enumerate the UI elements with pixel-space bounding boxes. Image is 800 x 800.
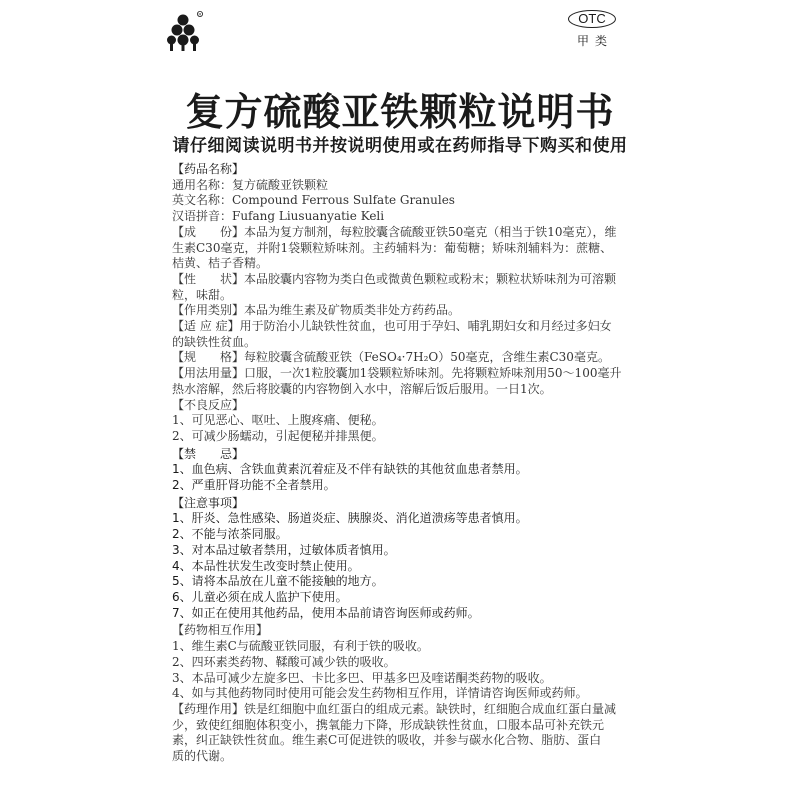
- list-item: 1、可见恶心、呕吐、上腹疼痛、便秘。: [172, 413, 384, 428]
- section-line: 本品为维生素及矿物质类非处方药药品。: [244, 303, 461, 318]
- section-appearance: [172, 272, 624, 303]
- brand-mark-icon: [167, 10, 211, 52]
- section-line: 本品为复方制剂，每粒胶囊含硫酸亚铁50毫克（相当于铁10毫克），维: [244, 224, 617, 239]
- section-line: 少，致使红细胞体积变小，携氧能力下降，形成缺铁性贫血，口服本品可补充铁元: [172, 717, 605, 732]
- section-heading: 【性 状】: [172, 271, 245, 286]
- section-indications: [172, 319, 624, 350]
- list-item: 2、可减少肠蠕动，引起便秘并排黑便。: [172, 428, 384, 443]
- list-item: 1、维生素C与硫酸亚铁同服，有利于铁的吸收。: [172, 639, 429, 654]
- section-line: 的缺铁性贫血。: [172, 334, 257, 349]
- section-line: 粒，味甜。: [172, 287, 233, 302]
- list-item: 4、本品性状发生改变时禁止使用。: [172, 558, 360, 573]
- section-line: 口服，一次1粒胶囊加1袋颗粒矫味剂。先将颗粒矫味剂用50～100毫升: [244, 366, 622, 381]
- section-specification: [172, 350, 624, 366]
- otc-class-label: 甲类: [576, 34, 613, 48]
- list-item: 2、不能与浓茶同服。: [172, 527, 288, 542]
- list-item: 3、对本品过敏者禁用，过敏体质者慎用。: [172, 542, 396, 557]
- section-drug-name: [172, 162, 624, 225]
- svg-text:R: R: [198, 11, 202, 17]
- list-item: 5、请将本品放在儿童不能接触的地方。: [172, 574, 384, 589]
- section-usage: [172, 366, 624, 397]
- section-line: 桔黄、桔子香精。: [172, 256, 269, 271]
- section-interactions: [172, 623, 624, 702]
- list-item: 2、四环素类药物、鞣酸可减少铁的吸收。: [172, 654, 396, 669]
- list-item: 6、儿童必须在成人监护下使用。: [172, 589, 348, 604]
- list-item: 1、肝炎、急性感染、肠道炎症、胰腺炎、消化道溃疡等患者慎用。: [172, 511, 528, 526]
- otc-mark: [564, 10, 620, 49]
- section-heading: 【药物相互作用】: [172, 623, 269, 638]
- section-contraindications: [172, 447, 624, 494]
- section-line: 生素C30毫克，并附1袋颗粒矫味剂。主药辅料为：葡萄糖；矫味剂辅料为：蔗糖、: [172, 240, 613, 255]
- section-heading: 【规 格】: [172, 350, 245, 365]
- generic-name: 通用名称：复方硫酸亚铁颗粒: [172, 177, 329, 192]
- reading-instruction: 请仔细阅读说明书并按说明使用或在药师指导下购买和使用: [172, 136, 628, 156]
- document-title: 复方硫酸亚铁颗粒说明书: [185, 89, 615, 134]
- section-line: 质的代谢。: [172, 749, 233, 764]
- leaflet-body: [172, 162, 624, 765]
- section-line: 热水溶解，然后将胶囊的内容物倒入水中，溶解后饭后服用。一日1次。: [172, 381, 552, 396]
- list-item: 1、血色病、含铁血黄素沉着症及不伴有缺铁的其他贫血患者禁用。: [172, 462, 528, 477]
- pinyin-name: 汉语拼音：Fufang Liusuanyatie Keli: [172, 209, 385, 224]
- section-line: 用于防治小儿缺铁性贫血，也可用于孕妇、哺乳期妇女和月经过多妇女: [239, 319, 612, 334]
- section-precautions: [172, 496, 624, 622]
- company-logo: [167, 10, 211, 52]
- section-heading: 【不良反应】: [172, 397, 245, 412]
- section-heading: 【用法用量】: [172, 366, 245, 381]
- section-heading: 【药理作用】: [172, 701, 245, 716]
- list-item: 3、本品可减少左旋多巴、卡比多巴、甲基多巴及喹诺酮类药物的吸收。: [172, 670, 552, 685]
- section-pharmacology: [172, 702, 624, 765]
- section-category: [172, 303, 624, 319]
- english-name: 英文名称：Compound Ferrous Sulfate Granules: [172, 193, 455, 208]
- section-line: 每粒胶囊含硫酸亚铁（FeSO₄·7H₂O）50毫克，含维生素C30毫克。: [244, 350, 610, 365]
- section-heading: 【适 应 症】: [172, 319, 240, 334]
- section-line: 本品胶囊内容物为类白色或微黄色颗粒或粉末；颗粒状矫味剂为可溶颗: [244, 271, 617, 286]
- list-item: 7、如正在使用其他药品，使用本品前请咨询医师或药师。: [172, 605, 480, 620]
- list-item: 2、严重肝肾功能不全者禁用。: [172, 478, 336, 493]
- section-adverse-reactions: [172, 398, 624, 445]
- section-heading: 【成 份】: [172, 224, 245, 239]
- section-heading: 【作用类别】: [172, 303, 245, 318]
- section-line: 铁是红细胞中血红蛋白的组成元素。缺铁时，红细胞合成血红蛋白量减: [244, 701, 617, 716]
- otc-badge: OTC: [568, 10, 615, 28]
- section-composition: [172, 225, 624, 272]
- section-line: 素，纠正缺铁性贫血。维生素C可促进铁的吸收，并参与碳水化合物、脂肪、蛋白: [172, 733, 602, 748]
- section-heading: 【注意事项】: [172, 495, 245, 510]
- section-heading: 【药品名称】: [172, 162, 245, 176]
- section-heading: 【禁 忌】: [172, 446, 245, 461]
- list-item: 4、如与其他药物同时使用可能会发生药物相互作用，详情请咨询医师或药师。: [172, 686, 588, 701]
